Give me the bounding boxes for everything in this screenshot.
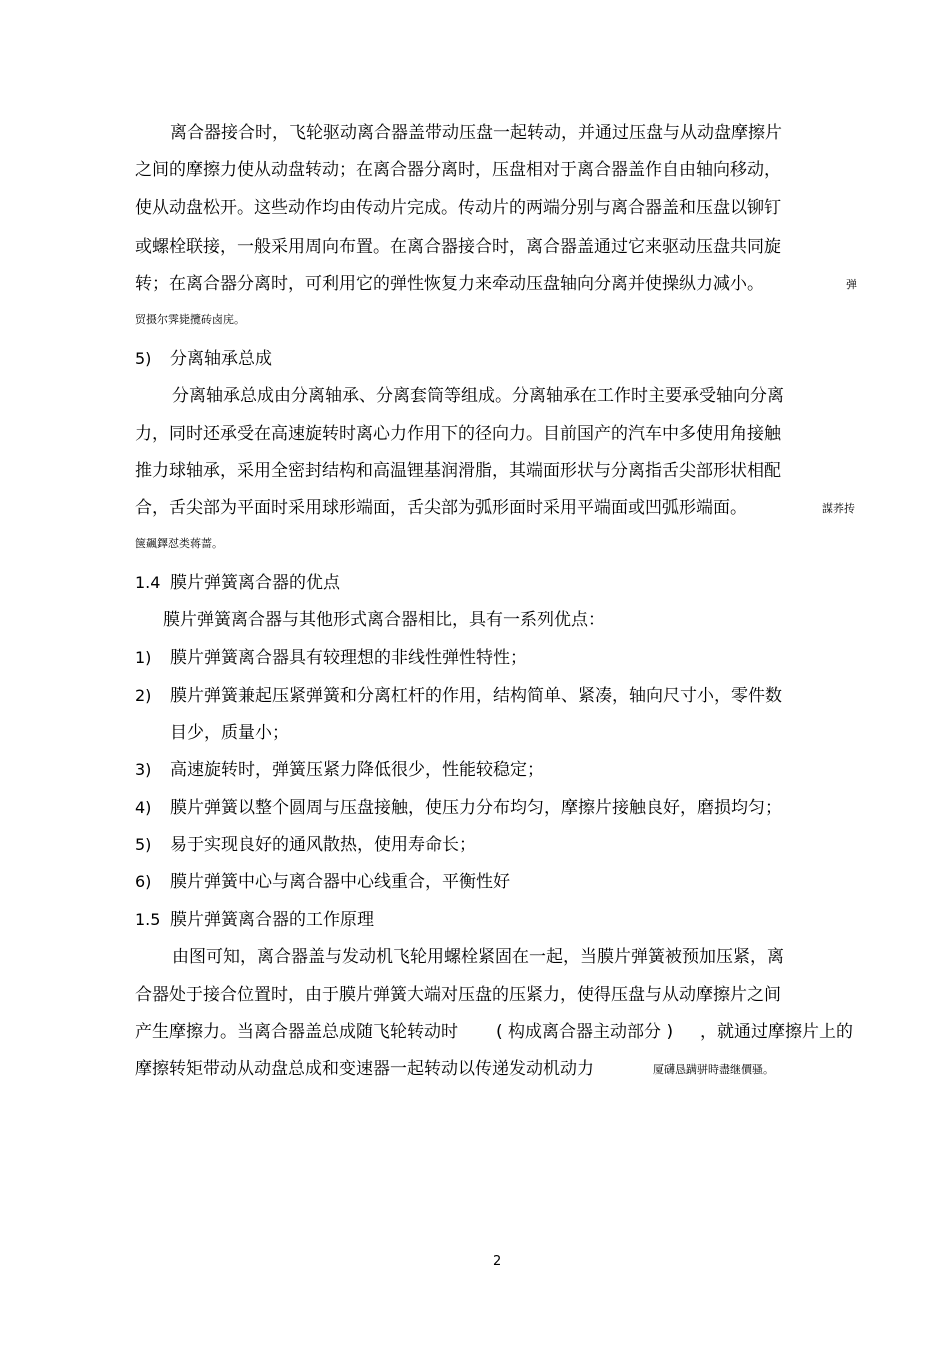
paragraph-3-line-3a: 产生摩擦力。当离合器盖总成随飞轮转动时 xyxy=(135,1022,458,1042)
list-item-number: 3) xyxy=(135,760,152,779)
list-item: 膜片弹簧中心与离合器中心线重合，平衡性好 xyxy=(170,872,510,892)
paragraph-2-line-2: 力，同时还承受在高速旋转时离心力作用下的径向力。目前国产的汽车中多使用角接触 xyxy=(135,424,781,444)
paragraph-3-line-1: 由图可知，离合器盖与发动机飞轮用螺栓紧固在一起，当膜片弹簧被预加压紧，离 xyxy=(172,947,784,967)
list-item: 膜片弹簧离合器具有较理想的非线性弹性特性； xyxy=(170,648,527,668)
paragraph-3-line-3c: ，就通过摩擦片上的 xyxy=(700,1022,853,1042)
section-number: 5) xyxy=(135,349,152,368)
stray-text: 弹 xyxy=(846,278,857,291)
stray-text: 謀荞抟 xyxy=(822,502,855,515)
stray-text: 厦礴恳蹒骈時盡继價骚。 xyxy=(653,1063,774,1076)
paragraph-1-line-3: 使从动盘松开。这些动作均由传动片完成。传动片的两端分别与离合器盖和压盘以铆钉 xyxy=(135,198,781,218)
paragraph-2-line-4: 合，舌尖部为平面时采用球形端面，舌尖部为弧形面时采用平端面或凹弧形端面。 xyxy=(135,498,747,518)
stray-text: 箧飆鐸怼类蒋蔷。 xyxy=(135,537,223,550)
paragraph-3-line-4: 摩擦转矩带动从动盘总成和变速器一起转动以传递发动机动力 xyxy=(135,1059,594,1079)
list-item: 高速旋转时，弹簧压紧力降低很少，性能较稳定； xyxy=(170,760,544,780)
page-number: 2 xyxy=(493,1254,502,1269)
stray-text: 贸摄尔霁毙攬砖卤庑。 xyxy=(135,313,245,326)
list-item-number: 1) xyxy=(135,648,152,667)
section-title: 分离轴承总成 xyxy=(170,349,272,369)
list-item: 膜片弹簧以整个圆周与压盘接触，使压力分布均匀，摩擦片接触良好，磨损均匀； xyxy=(170,798,782,818)
section-title: 膜片弹簧离合器的优点 xyxy=(170,573,340,593)
section-number: 1.4 xyxy=(135,573,161,592)
list-item-number: 6) xyxy=(135,872,152,891)
paragraph-1-line-2: 之间的摩擦力使从动盘转动；在离合器分离时，压盘相对于离合器盖作自由轴向移动， xyxy=(135,160,781,180)
paragraph-3-line-2: 合器处于接合位置时，由于膜片弹簧大端对压盘的压紧力，使得压盘与从动摩擦片之间 xyxy=(135,985,781,1005)
paragraph-1-line-4: 或螺栓联接，一般采用周向布置。在离合器接合时，离合器盖通过它来驱动压盘共同旋 xyxy=(135,237,781,257)
section-intro: 膜片弹簧离合器与其他形式离合器相比，具有一系列优点： xyxy=(163,610,605,630)
section-title: 膜片弹簧离合器的工作原理 xyxy=(170,910,374,930)
paragraph-3-line-3b: ( 构成离合器主动部分 ) xyxy=(496,1022,674,1042)
paragraph-1-line-5: 转；在离合器分离时，可利用它的弹性恢复力来牵动压盘轴向分离并使操纵力减小。 xyxy=(135,274,764,294)
section-number: 1.5 xyxy=(135,910,161,929)
list-item-number: 4) xyxy=(135,798,152,817)
paragraph-2-line-1: 分离轴承总成由分离轴承、分离套筒等组成。分离轴承在工作时主要承受轴向分离 xyxy=(172,386,784,406)
list-item: 膜片弹簧兼起压紧弹簧和分离杠杆的作用，结构简单、紧凑，轴向尺寸小，零件数 xyxy=(170,686,782,706)
list-item-number: 5) xyxy=(135,835,152,854)
paragraph-1-line-1: 离合器接合时，飞轮驱动离合器盖带动压盘一起转动，并通过压盘与从动盘摩擦片 xyxy=(170,123,782,143)
list-item-continuation: 目少，质量小； xyxy=(170,723,289,743)
list-item: 易于实现良好的通风散热，使用寿命长； xyxy=(170,835,476,855)
paragraph-2-line-3: 推力球轴承，采用全密封结构和高温锂基润滑脂，其端面形状与分离指舌尖部形状相配 xyxy=(135,461,781,481)
list-item-number: 2) xyxy=(135,686,152,705)
